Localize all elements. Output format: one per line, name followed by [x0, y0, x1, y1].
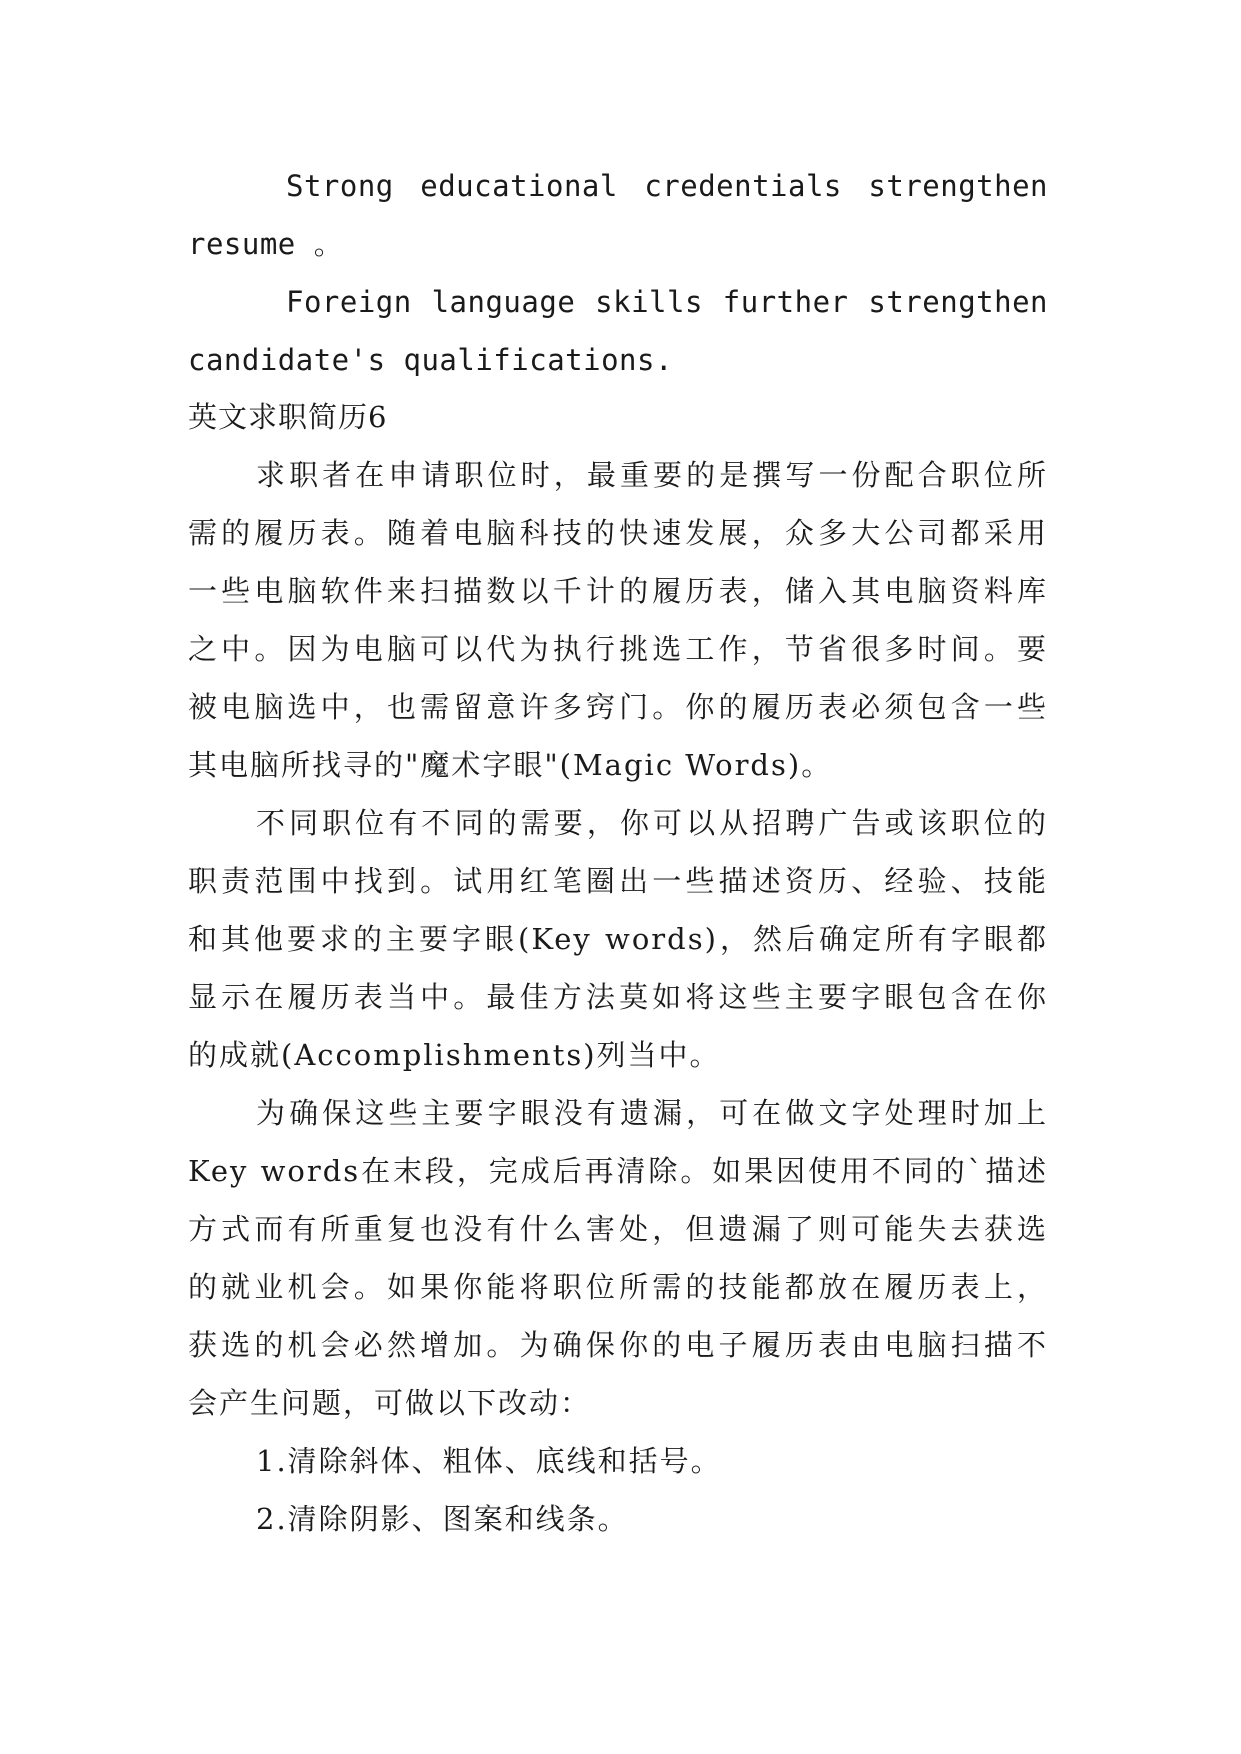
english-para2-line2: candidate's qualifications.: [188, 343, 673, 377]
english-para1-line2: resume 。: [188, 227, 344, 261]
p2-line4: 显示在履历表当中。最佳方法莫如将这些主要字眼包含在你: [188, 980, 1048, 1014]
list-item-2: 2.清除阴影、图案和线条。: [256, 1502, 629, 1536]
p3-line5: 获选的机会必然增加。为确保你的电子履历表由电脑扫描不: [188, 1328, 1048, 1362]
english-para2-line1: Foreign language skills further strengthen: [286, 285, 1048, 319]
p3-line4: 的就业机会。如果你能将职位所需的技能都放在履历表上，: [188, 1270, 1048, 1304]
p3-line2: Key words在末段，完成后再清除。如果因使用不同的`描述: [188, 1154, 1048, 1188]
p2-line2: 职责范围中找到。试用红笔圈出一些描述资历、经验、技能: [188, 864, 1048, 898]
p1-line1: 求职者在申请职位时，最重要的是撰写一份配合职位所: [256, 458, 1048, 492]
p2-line1: 不同职位有不同的需要，你可以从招聘广告或该职位的: [256, 806, 1048, 840]
p3-line1: 为确保这些主要字眼没有遗漏，可在做文字处理时加上: [256, 1096, 1048, 1130]
p3-line6: 会产生问题，可做以下改动：: [188, 1386, 592, 1420]
p2-line3: 和其他要求的主要字眼(Key words)，然后确定所有字眼都: [188, 922, 1048, 956]
list-item-1: 1.清除斜体、粗体、底线和括号。: [256, 1444, 722, 1478]
p1-line3: 一些电脑软件来扫描数以千计的履历表，储入其电脑资料库: [188, 574, 1048, 608]
section-heading: 英文求职简历6: [188, 400, 388, 434]
p1-line6: 其电脑所找寻的"魔术字眼"(Magic Words)。: [188, 748, 833, 782]
p3-line3: 方式而有所重复也没有什么害处，但遗漏了则可能失去获选: [188, 1212, 1048, 1246]
p1-line5: 被电脑选中，也需留意许多窍门。你的履历表必须包含一些: [188, 690, 1048, 724]
p1-line2: 需的履历表。随着电脑科技的快速发展，众多大公司都采用: [188, 516, 1048, 550]
p1-line4: 之中。因为电脑可以代为执行挑选工作，节省很多时间。要: [188, 632, 1048, 666]
english-para1-line1: Strong educational credentials strengthen: [286, 169, 1048, 203]
p2-line5: 的成就(Accomplishments)列当中。: [188, 1038, 721, 1072]
